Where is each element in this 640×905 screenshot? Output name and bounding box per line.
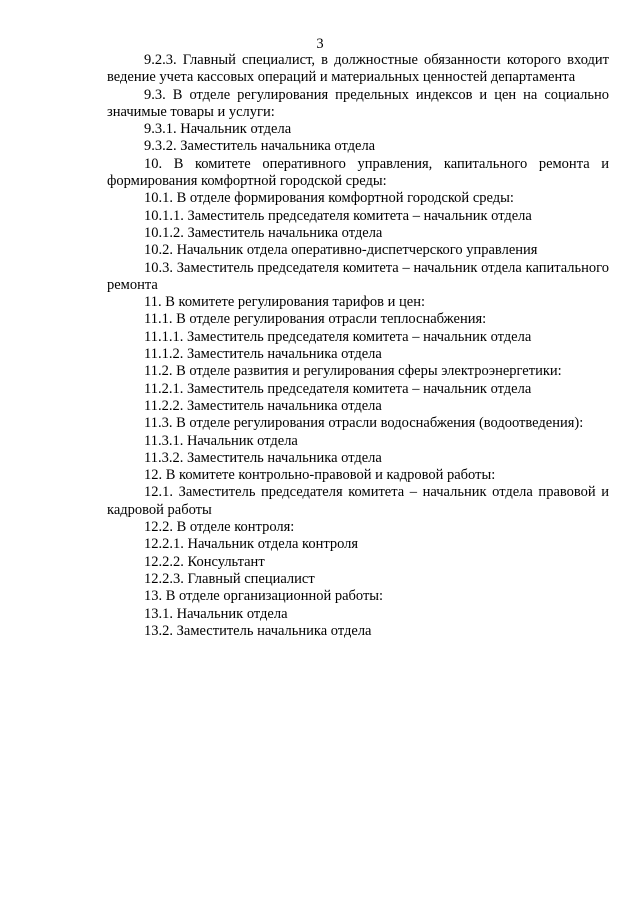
paragraph: 12.2.3. Главный специалист	[144, 570, 315, 587]
paragraph: 11.1.2. Заместитель начальника отдела	[144, 346, 382, 363]
paragraph: 12.2.1. Начальник отдела контроля	[144, 536, 359, 553]
paragraph: 12. В комитете контрольно-правовой и кадровой работы:	[144, 467, 496, 484]
paragraph: 9.3.2. Заместитель начальника отдела	[144, 138, 376, 155]
paragraph: 13.2. Заместитель начальника отдела	[144, 622, 372, 639]
paragraph: 11. В комитете регулирования тарифов и цен:	[144, 294, 425, 311]
paragraph: 10.1.1. Заместитель председателя комитета – начальник отдела	[144, 207, 532, 224]
paragraph: 12.2. В отделе контроля:	[144, 519, 295, 536]
paragraph: 11.2.1. Заместитель председателя комитета – начальник отдела	[144, 380, 532, 397]
paragraph: 12.1. Заместитель председателя комитета – начальник отдела правовой и кадровой работы	[107, 484, 609, 518]
paragraph: 10.3. Заместитель председателя комитета – начальник отдела капитального ремонта	[107, 259, 609, 293]
paragraph: 11.1.1. Заместитель председателя комитета – начальник отдела	[144, 328, 532, 345]
paragraph: 10. В комитете оперативного управления, капитального ремонта и формирования комфортной городской среды:	[107, 155, 609, 190]
paragraph: 10.2. Начальник отдела оперативно-диспетчерского управления	[144, 242, 538, 259]
page-number: 3	[316, 36, 324, 52]
paragraph: 11.1. В отделе регулирования отрасли теплоснабжения:	[144, 311, 487, 328]
paragraph: 10.1. В отделе формирования комфортной городской среды:	[144, 190, 514, 207]
paragraph: 13. В отделе организационной работы:	[144, 588, 384, 605]
paragraph: 9.2.3. Главный специалист, в должностные обязанности которого входит ведение учета кассовых операций и материальных ценностей департамента	[107, 52, 609, 86]
paragraph: 12.2.2. Консультант	[144, 553, 265, 570]
document-body	[107, 52, 609, 640]
paragraph: 11.3.1. Начальник отдела	[144, 432, 298, 449]
paragraph: 10.1.2. Заместитель начальника отдела	[144, 224, 383, 241]
paragraph: 11.2. В отделе развития и регулирования сферы электроэнергетики:	[144, 363, 562, 380]
paragraph: 11.2.2. Заместитель начальника отдела	[144, 397, 382, 414]
paragraph: 11.3.2. Заместитель начальника отдела	[144, 449, 382, 466]
paragraph: 9.3.1. Начальник отдела	[144, 121, 292, 138]
paragraph: 9.3. В отделе регулирования предельных индексов и цен на социально значимые товары и услуги:	[107, 86, 609, 120]
paragraph: 11.3. В отделе регулирования отрасли водоснабжения (водоотведения):	[144, 415, 584, 432]
paragraph: 13.1. Начальник отдела	[144, 605, 288, 622]
